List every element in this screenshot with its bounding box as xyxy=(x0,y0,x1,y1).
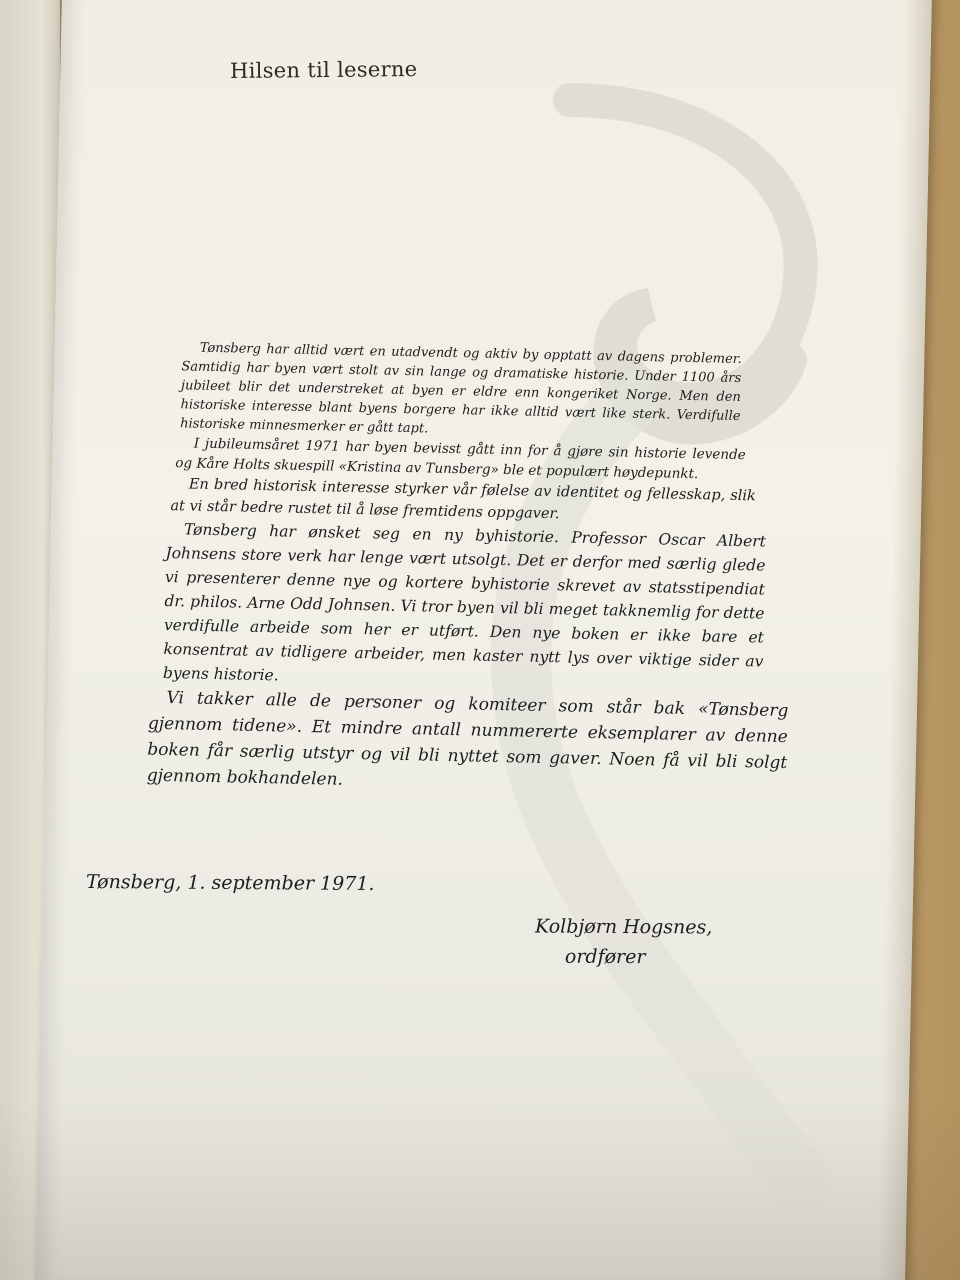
paragraph-4: Tønsberg har ønsket seg en ny byhistorie. Professor Oscar Albert Johnsens store verk har lenge vært utsolgt. Det er derfor med særlig glede vi presenterer denne nye og kortere byhistorie skrevet av statsstipendiat dr. philos. Arne Odd Johnsen. Vi tror byen vil bli meget takknemlig for dette verdifulle arbeide som her er utført. Den nye boken er ikke bare et konsentrat av tidligere arbeider, men kaster nytt lys over viktige sider av byens historie. xyxy=(162,520,767,685)
paragraph-1: Tønsberg har alltid vært en utadvendt og aktiv by opptatt av dagens problemer. Samtidig har byen vært stolt av sin lange og dramatiske historie. Under 1100 års jubileet blir det understreket at byen er eldre enn kongeriket Norge. Men den historiske interesse blant byens borgere har ikke alltid vært like sterk. Verdifulle historiske minnesmerker er gått tapt. xyxy=(180,340,742,437)
paragraph-3: En bred historisk interesse styrker vår følelse av identitet og fellesskap, slik at vi står bedre rustet til å løse fremtidens oppgaver. xyxy=(170,476,756,523)
body-text xyxy=(146,338,789,801)
signer-name: Kolbjørn Hogsnes, xyxy=(535,915,713,939)
paragraph-5: Vi takker alle de personer og komiteer som står bak «Tønsberg gjennom tidene». Et mindre antall nummererte eksemplarer av denne boken får særlig utstyr og vil bli nyttet som gaver. Noen få vil bli solgt gjennom bokhandelen. xyxy=(146,688,789,790)
page-title: Hilsen til leserne xyxy=(229,57,418,83)
signer-role: ordfører xyxy=(564,945,646,969)
signature-block xyxy=(535,912,713,973)
paragraph-2: I jubileumsåret 1971 har byen bevisst gått inn for å gjøre sin historie levende og Kåre Holts skuespill «Kristina av Tunsberg» ble et populært høydepunkt. xyxy=(175,435,746,483)
place-and-date: Tønsberg, 1. september 1971. xyxy=(85,870,375,896)
